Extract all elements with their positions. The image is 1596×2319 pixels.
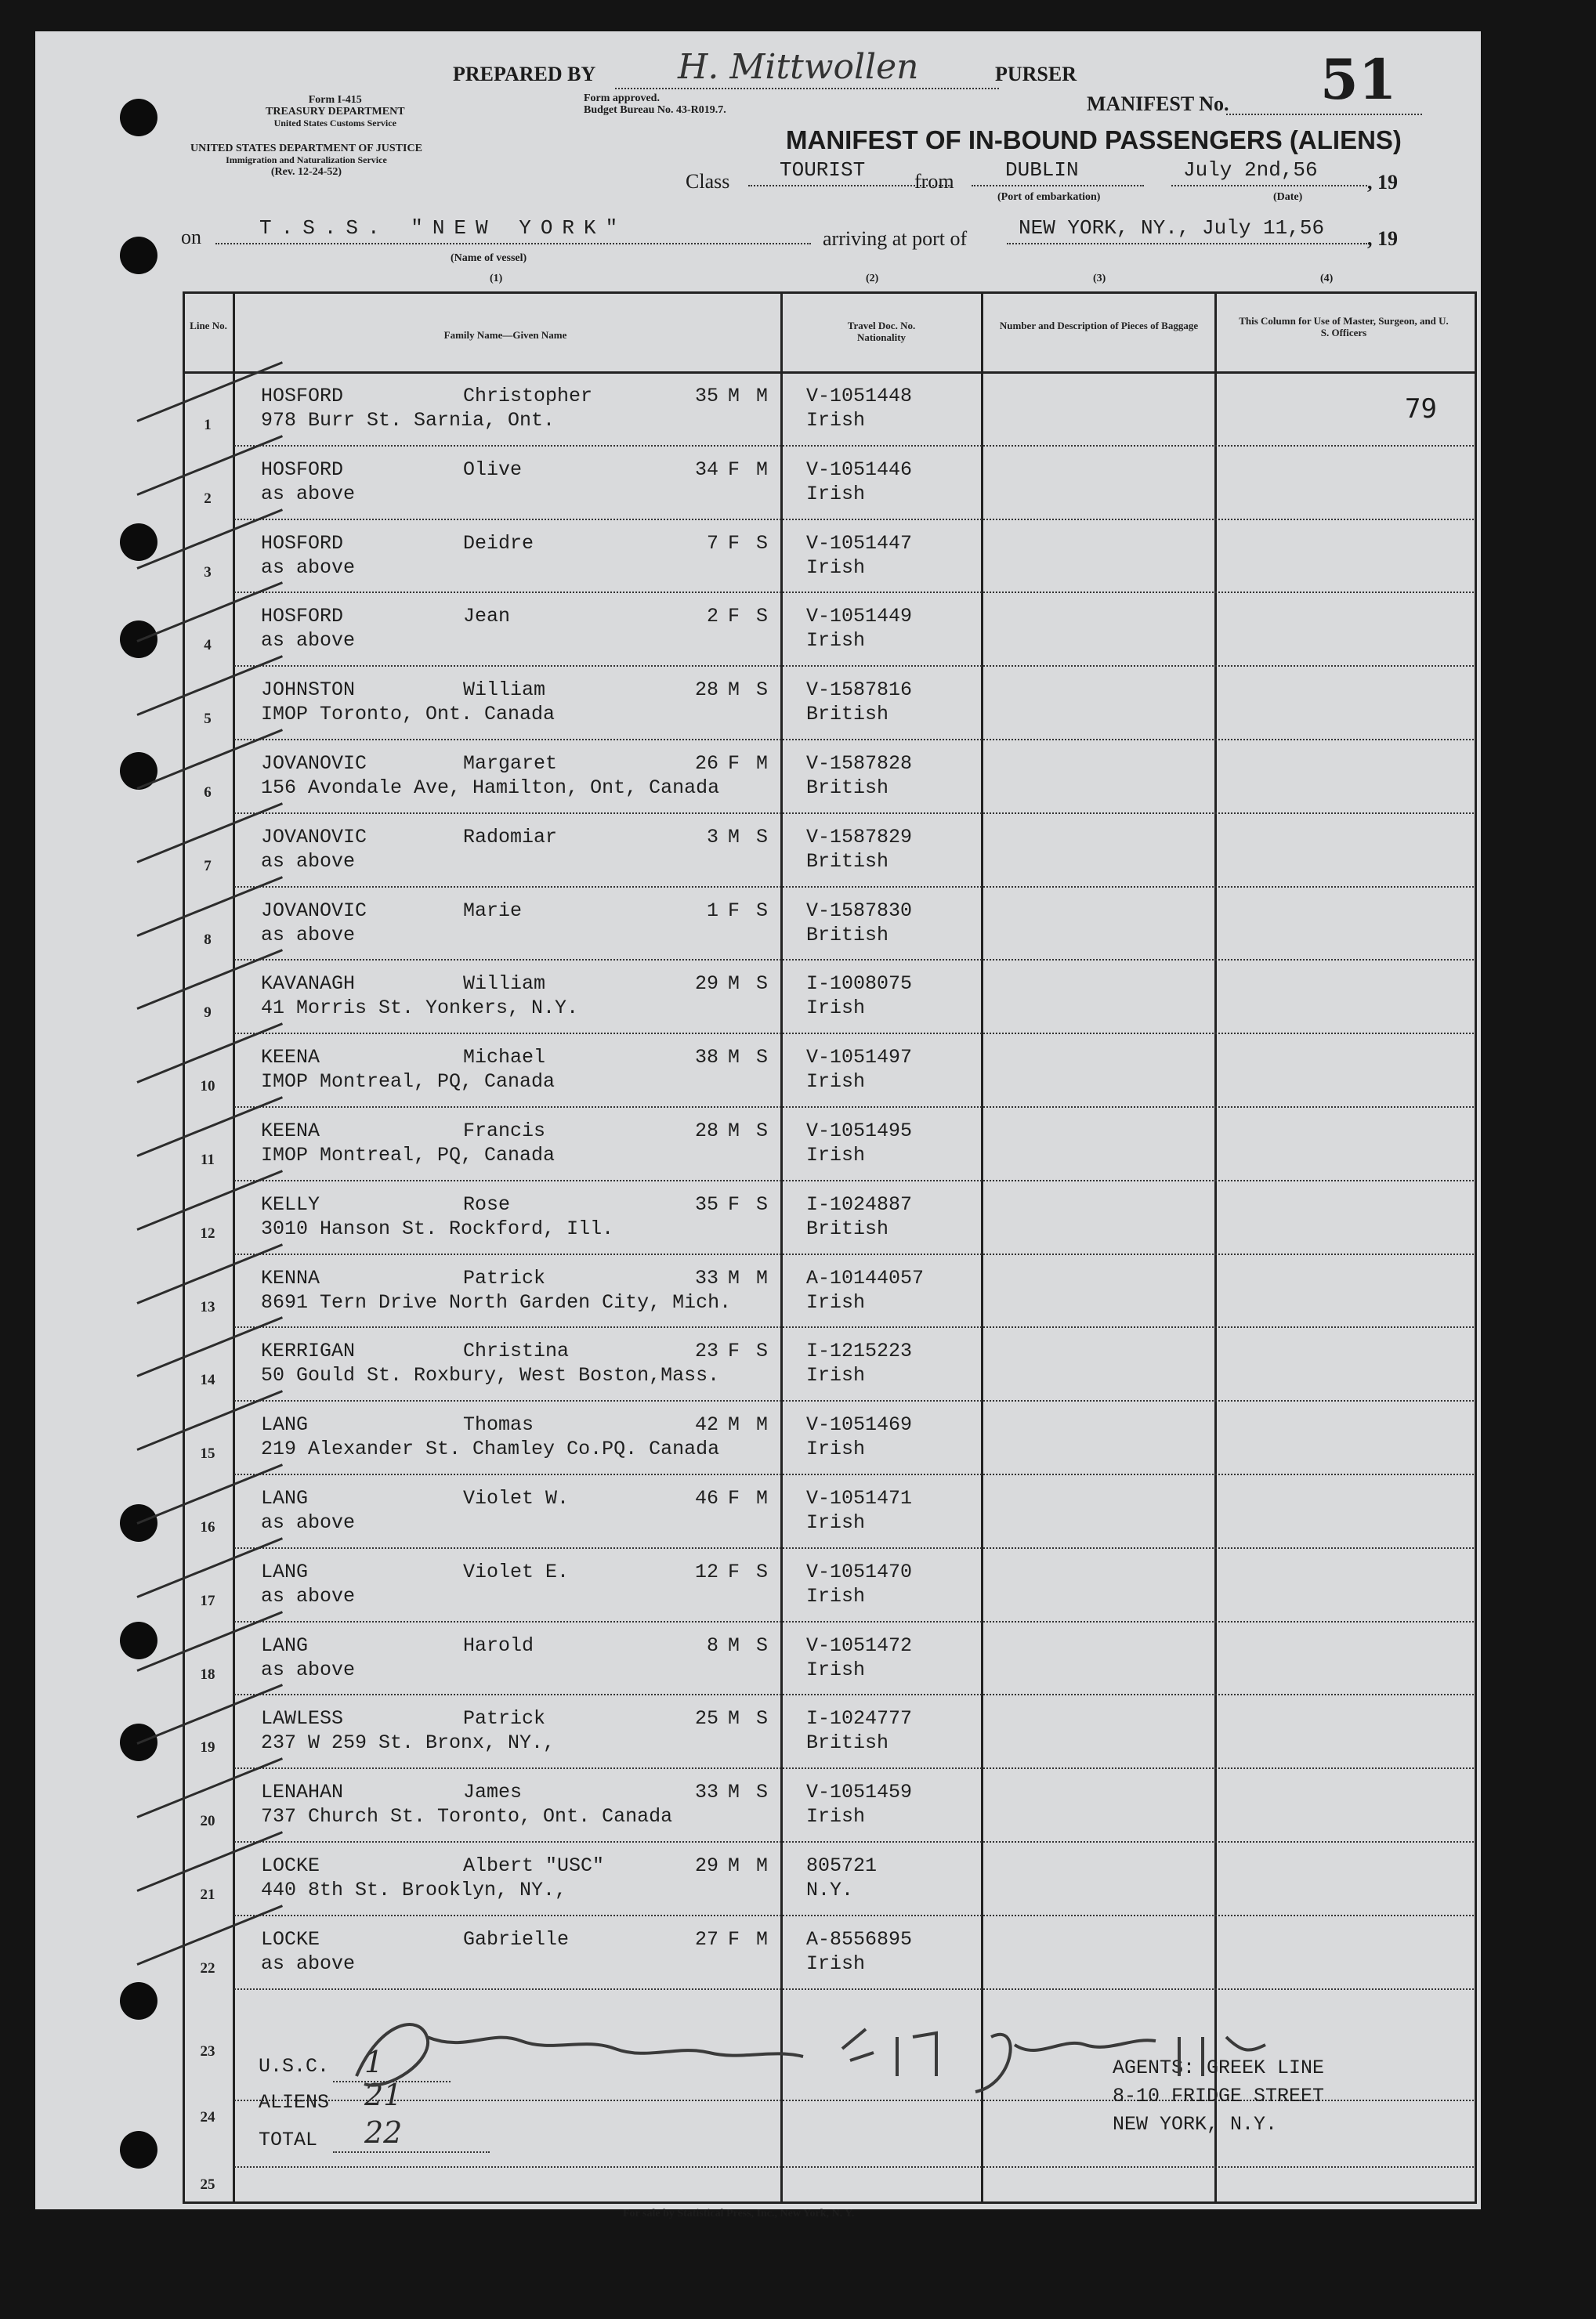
- given-name: Violet E.: [463, 1560, 570, 1583]
- row-separator: [234, 886, 1474, 888]
- given-name: Patrick: [463, 1707, 546, 1731]
- address: as above: [261, 555, 356, 579]
- nationality: Irish: [806, 1070, 866, 1094]
- family-name: KAVANAGH: [261, 972, 356, 996]
- row-separator: [234, 1694, 1474, 1695]
- age: 28: [694, 1120, 718, 1142]
- marital-status: M: [756, 1927, 769, 1951]
- officer-note: 79: [1405, 393, 1437, 425]
- address: 8691 Tern Drive North Garden City, Mich.: [261, 1290, 732, 1314]
- travel-doc-no: I-1024777: [806, 1707, 913, 1731]
- family-name: LANG: [261, 1487, 309, 1510]
- sex: M: [728, 1781, 740, 1804]
- port-embarkation: DUBLIN: [1005, 158, 1079, 182]
- line-number: 15: [200, 1445, 215, 1463]
- punch-hole: [120, 237, 157, 274]
- usc-label: U.S.C.: [259, 2055, 330, 2078]
- marital-status: S: [756, 1560, 769, 1583]
- header-name: Family Name—Given Name: [443, 329, 567, 341]
- manifest-number: 51: [1320, 47, 1397, 112]
- family-name: KERRIGAN: [261, 1340, 356, 1363]
- travel-doc-no: V-1051470: [806, 1560, 913, 1583]
- travel-doc-no: V-1051448: [806, 385, 913, 407]
- address: 737 Church St. Toronto, Ont. Canada: [261, 1805, 673, 1829]
- address: as above: [261, 1584, 356, 1608]
- nationality: British: [806, 1731, 889, 1755]
- marital-status: S: [756, 605, 769, 628]
- row-separator: [234, 1988, 1474, 1990]
- sex: M: [728, 972, 740, 996]
- age: 26: [694, 752, 718, 775]
- line-number: 1: [204, 417, 212, 433]
- travel-doc-no: A-10144057: [806, 1266, 925, 1290]
- header-baggage: Number and Description of Pieces of Baggage: [999, 320, 1199, 331]
- printer-line: For sale by Statistical Press, Inc., New York, N. Y.: [623, 2208, 855, 2220]
- usc-value: 1: [364, 2045, 384, 2079]
- header-doc: Travel Doc. No. Nationality: [847, 320, 916, 343]
- year-suffix-2: , 19: [1367, 227, 1398, 250]
- family-name: KEENA: [261, 1046, 320, 1069]
- nationality: Irish: [806, 997, 866, 1020]
- sex: M: [728, 678, 740, 702]
- age: 2: [706, 605, 718, 628]
- given-name: Harold: [463, 1633, 534, 1657]
- row-separator: [234, 1547, 1474, 1549]
- address: IMOP Montreal, PQ, Canada: [261, 1070, 556, 1094]
- class-value: TOURIST: [780, 158, 866, 182]
- marital-status: S: [756, 899, 769, 922]
- given-name: James: [463, 1781, 523, 1804]
- family-name: HOSFORD: [261, 458, 344, 481]
- family-name: LOCKE: [261, 1854, 320, 1877]
- travel-doc-no: V-1051459: [806, 1781, 913, 1804]
- family-name: LENAHAN: [261, 1781, 344, 1804]
- marital-status: S: [756, 972, 769, 996]
- sex: F: [728, 531, 740, 555]
- row-separator: [234, 1915, 1474, 1916]
- aliens-label: ALIENS: [259, 2091, 330, 2114]
- row-separator: [234, 445, 1474, 447]
- col-num-2: (2): [866, 273, 879, 284]
- age: 33: [694, 1266, 718, 1290]
- line-number: 21: [200, 1887, 215, 1903]
- arrival-port-date: NEW YORK, NY., July 11,56: [1019, 216, 1325, 240]
- line-number: 10: [200, 1078, 215, 1095]
- age: 27: [694, 1927, 718, 1951]
- row-separator: [234, 1400, 1474, 1402]
- address: 978 Burr St. Sarnia, Ont.: [261, 409, 556, 432]
- row-separator: [234, 959, 1474, 961]
- travel-doc-no: V-1051469: [806, 1413, 913, 1437]
- line-number: 22: [200, 1959, 215, 1977]
- address: 219 Alexander St. Chamley Co.PQ. Canada: [261, 1438, 720, 1461]
- travel-doc-no: V-1051472: [806, 1633, 913, 1657]
- given-name: William: [463, 678, 546, 702]
- family-name: JOVANOVIC: [261, 899, 367, 922]
- nationality: Irish: [806, 1290, 866, 1314]
- nationality: Irish: [806, 1511, 866, 1534]
- age: 42: [694, 1413, 718, 1437]
- sex: M: [728, 1413, 740, 1437]
- given-name: Olive: [463, 458, 523, 481]
- travel-doc-no: V-1587829: [806, 825, 913, 848]
- age: 35: [694, 1192, 718, 1216]
- travel-doc-no: I-1024887: [806, 1192, 913, 1216]
- form-id: Form I-415 TREASURY DEPARTMENT United States Customs Service: [266, 94, 405, 128]
- nationality: Irish: [806, 1952, 866, 1975]
- marital-status: M: [756, 752, 769, 775]
- nationality: Irish: [806, 1805, 866, 1829]
- punch-hole: [120, 523, 157, 561]
- manifest-sheet: [35, 31, 1481, 2220]
- family-name: LANG: [261, 1413, 309, 1437]
- address: IMOP Toronto, Ont. Canada: [261, 703, 556, 726]
- travel-doc-no: V-1051495: [806, 1120, 913, 1142]
- row-separator: [234, 812, 1474, 814]
- nationality: Irish: [806, 629, 866, 653]
- agency: UNITED STATES DEPARTMENT OF JUSTICE Immigration and Naturalization Service (Rev. 12-24-52): [190, 143, 422, 178]
- row-separator: [234, 1841, 1474, 1843]
- travel-doc-no: I-1215223: [806, 1340, 913, 1363]
- marital-status: S: [756, 1707, 769, 1731]
- given-name: Francis: [463, 1120, 546, 1142]
- address: 440 8th St. Brooklyn, NY.,: [261, 1879, 567, 1901]
- address: as above: [261, 1658, 356, 1681]
- line-number: 18: [200, 1666, 215, 1683]
- age: 1: [706, 899, 718, 922]
- total-label: TOTAL: [259, 2129, 318, 2151]
- given-name: Albert "USC": [463, 1854, 605, 1877]
- age: 33: [694, 1781, 718, 1804]
- nationality: Irish: [806, 1144, 866, 1167]
- sex: M: [728, 385, 740, 407]
- officer-signature: [333, 2006, 1399, 2100]
- given-name: Violet W.: [463, 1487, 570, 1510]
- address: as above: [261, 849, 356, 873]
- prepared-by-name: H. Mittwollen: [678, 47, 919, 87]
- sex: F: [728, 899, 740, 922]
- nationality: Irish: [806, 1438, 866, 1461]
- marital-status: S: [756, 1046, 769, 1069]
- sex: F: [728, 458, 740, 481]
- travel-doc-no: A-8556895: [806, 1927, 913, 1951]
- family-name: HOSFORD: [261, 531, 344, 555]
- line-number: 2: [204, 490, 212, 507]
- travel-doc-no: V-1587830: [806, 899, 913, 922]
- address: 3010 Hanson St. Rockford, Ill.: [261, 1217, 614, 1240]
- family-name: LANG: [261, 1633, 309, 1657]
- line-number: 12: [200, 1225, 215, 1242]
- purser-label: PURSER: [995, 63, 1077, 85]
- header-line-no: Line No.: [190, 320, 227, 331]
- marital-status: S: [756, 1781, 769, 1804]
- travel-doc-no: V-1051471: [806, 1487, 913, 1510]
- age: 38: [694, 1046, 718, 1069]
- row-separator: [234, 1033, 1474, 1034]
- travel-doc-no: V-1051449: [806, 605, 913, 628]
- travel-doc-no: V-1587828: [806, 752, 913, 775]
- given-name: Margaret: [463, 752, 558, 775]
- vessel-caption: (Name of vessel): [451, 252, 527, 264]
- sex: F: [728, 752, 740, 775]
- line-number: 5: [204, 711, 212, 728]
- sex: F: [728, 1560, 740, 1583]
- form-approval: Form approved. Budget Bureau No. 43-R019.7.: [584, 92, 726, 116]
- age: 29: [694, 1854, 718, 1877]
- age: 28: [694, 678, 718, 702]
- travel-doc-no: V-1051446: [806, 458, 913, 481]
- marital-status: S: [756, 1192, 769, 1216]
- line-number: 6: [204, 784, 212, 801]
- age: 46: [694, 1487, 718, 1510]
- address: IMOP Montreal, PQ, Canada: [261, 1144, 556, 1167]
- address: 156 Avondale Ave, Hamilton, Ont, Canada: [261, 776, 720, 799]
- col-num-4: (4): [1320, 273, 1334, 284]
- line-number: 17: [200, 1592, 215, 1609]
- given-name: Rose: [463, 1192, 511, 1216]
- marital-status: S: [756, 678, 769, 702]
- nationality: British: [806, 923, 889, 946]
- total-value: 22: [364, 2115, 403, 2150]
- address: as above: [261, 923, 356, 946]
- age: 34: [694, 458, 718, 481]
- family-name: LAWLESS: [261, 1707, 344, 1731]
- travel-doc-no: I-1008075: [806, 972, 913, 996]
- sex: F: [728, 1340, 740, 1363]
- address: as above: [261, 482, 356, 505]
- line-number: 7: [204, 857, 212, 874]
- nationality: British: [806, 776, 889, 799]
- col-num-3: (3): [1093, 273, 1106, 284]
- nationality: Irish: [806, 409, 866, 432]
- row-separator: [234, 739, 1474, 740]
- header-officers: This Column for Use of Master, Surgeon, and U. S. Officers: [1239, 315, 1449, 338]
- address: 50 Gould St. Roxbury, West Boston,Mass.: [261, 1364, 720, 1387]
- address: as above: [261, 1952, 356, 1975]
- nationality: N.Y.: [806, 1879, 854, 1901]
- family-name: JOVANOVIC: [261, 752, 367, 775]
- aliens-value: 21: [364, 2078, 403, 2112]
- travel-doc-no: V-1051447: [806, 531, 913, 555]
- given-name: Deidre: [463, 531, 534, 555]
- given-name: Jean: [463, 605, 511, 628]
- year-suffix: , 19: [1367, 171, 1398, 194]
- family-name: LANG: [261, 1560, 309, 1583]
- port-caption: (Port of embarkation): [997, 191, 1101, 203]
- row-separator: [234, 1767, 1474, 1769]
- sex: M: [728, 1707, 740, 1731]
- marital-status: M: [756, 1413, 769, 1437]
- age: 35: [694, 385, 718, 407]
- marital-status: M: [756, 1854, 769, 1877]
- sex: M: [728, 1120, 740, 1142]
- given-name: Thomas: [463, 1413, 534, 1437]
- address: as above: [261, 629, 356, 653]
- age: 29: [694, 972, 718, 996]
- line-number: 3: [204, 563, 212, 581]
- nationality: British: [806, 849, 889, 873]
- given-name: Marie: [463, 899, 523, 922]
- line-number: 9: [204, 1004, 212, 1022]
- from-label: from: [914, 170, 954, 193]
- line-number: 19: [200, 1739, 215, 1756]
- sex: F: [728, 1927, 740, 1951]
- given-name: Michael: [463, 1046, 546, 1069]
- agents-block: AGENTS: GREEK LINE 8-10 FRIDGE STREET NEW YORK, N.Y.: [1113, 2057, 1325, 2136]
- row-separator: [234, 665, 1474, 667]
- family-name: HOSFORD: [261, 385, 344, 407]
- arriving-label: arriving at port of: [823, 227, 968, 250]
- nationality: Irish: [806, 1364, 866, 1387]
- line-number: 11: [201, 1152, 215, 1168]
- age: 25: [694, 1707, 718, 1731]
- manifest-no-label: MANIFEST No.: [1087, 92, 1229, 115]
- sex: F: [728, 605, 740, 628]
- row-separator: [234, 519, 1474, 520]
- row-separator: [234, 1180, 1474, 1181]
- line-number: 25: [200, 2176, 215, 2193]
- row-separator: [234, 1474, 1474, 1475]
- age: 12: [694, 1560, 718, 1583]
- travel-doc-no: V-1587816: [806, 678, 913, 702]
- nationality: Irish: [806, 1584, 866, 1608]
- age: 3: [706, 825, 718, 848]
- given-name: Patrick: [463, 1266, 546, 1290]
- line-number: 8: [204, 931, 212, 948]
- family-name: KEENA: [261, 1120, 320, 1142]
- line-number: 24: [200, 2109, 215, 2125]
- col-num-1: (1): [490, 273, 503, 284]
- sex: F: [728, 1487, 740, 1510]
- travel-doc-no: V-1051497: [806, 1046, 913, 1069]
- punch-hole: [120, 1622, 157, 1659]
- family-name: KENNA: [261, 1266, 320, 1290]
- class-label: Class: [686, 170, 730, 193]
- nationality: Irish: [806, 1658, 866, 1681]
- age: 7: [706, 531, 718, 555]
- address: as above: [261, 1511, 356, 1534]
- line-number: 16: [200, 1519, 215, 1536]
- row-separator: [234, 1326, 1474, 1328]
- age: 8: [706, 1633, 718, 1657]
- punch-hole: [120, 99, 157, 136]
- family-name: JOVANOVIC: [261, 825, 367, 848]
- given-name: Radomiar: [463, 825, 558, 848]
- age: 23: [694, 1340, 718, 1363]
- sex: M: [728, 1854, 740, 1877]
- nationality: Irish: [806, 555, 866, 579]
- embarkation-date: July 2nd,56: [1183, 158, 1318, 182]
- nationality: British: [806, 703, 889, 726]
- punch-hole: [120, 1982, 157, 2020]
- family-name: LOCKE: [261, 1927, 320, 1951]
- line-number: 23: [200, 2043, 215, 2060]
- sex: M: [728, 1046, 740, 1069]
- row-separator: [234, 1254, 1474, 1255]
- line-number: 13: [200, 1298, 215, 1315]
- line-number: 14: [200, 1372, 215, 1389]
- marital-status: S: [756, 1340, 769, 1363]
- line-number: 4: [204, 637, 212, 654]
- nationality: British: [806, 1217, 889, 1240]
- address: 237 W 259 St. Bronx, NY.,: [261, 1731, 556, 1755]
- family-name: HOSFORD: [261, 605, 344, 628]
- line-number: 20: [200, 1813, 215, 1830]
- family-name: KELLY: [261, 1192, 320, 1216]
- marital-status: S: [756, 1120, 769, 1142]
- row-separator: [234, 1621, 1474, 1623]
- sex: M: [728, 1633, 740, 1657]
- punch-hole: [120, 2131, 157, 2169]
- given-name: Christopher: [463, 385, 593, 407]
- marital-status: M: [756, 385, 769, 407]
- sex: F: [728, 1192, 740, 1216]
- nationality: Irish: [806, 482, 866, 505]
- given-name: William: [463, 972, 546, 996]
- vessel-name: T.S.S. "NEW YORK": [259, 216, 628, 240]
- date-caption: (Date): [1273, 191, 1303, 203]
- prepared-by-label: PREPARED BY: [453, 63, 596, 85]
- row-separator: [234, 1106, 1474, 1108]
- marital-status: S: [756, 531, 769, 555]
- marital-status: M: [756, 1487, 769, 1510]
- given-name: Christina: [463, 1340, 570, 1363]
- row-separator: [234, 592, 1474, 593]
- marital-status: M: [756, 1266, 769, 1290]
- given-name: Gabrielle: [463, 1927, 570, 1951]
- marital-status: S: [756, 825, 769, 848]
- travel-doc-no: 805721: [806, 1854, 878, 1877]
- on-label: on: [181, 226, 201, 248]
- family-name: JOHNSTON: [261, 678, 356, 702]
- marital-status: M: [756, 458, 769, 481]
- marital-status: S: [756, 1633, 769, 1657]
- punch-hole: [120, 752, 157, 790]
- manifest-title: MANIFEST OF IN-BOUND PASSENGERS (ALIENS): [786, 125, 1402, 154]
- sex: M: [728, 825, 740, 848]
- address: 41 Morris St. Yonkers, N.Y.: [261, 997, 579, 1020]
- sex: M: [728, 1266, 740, 1290]
